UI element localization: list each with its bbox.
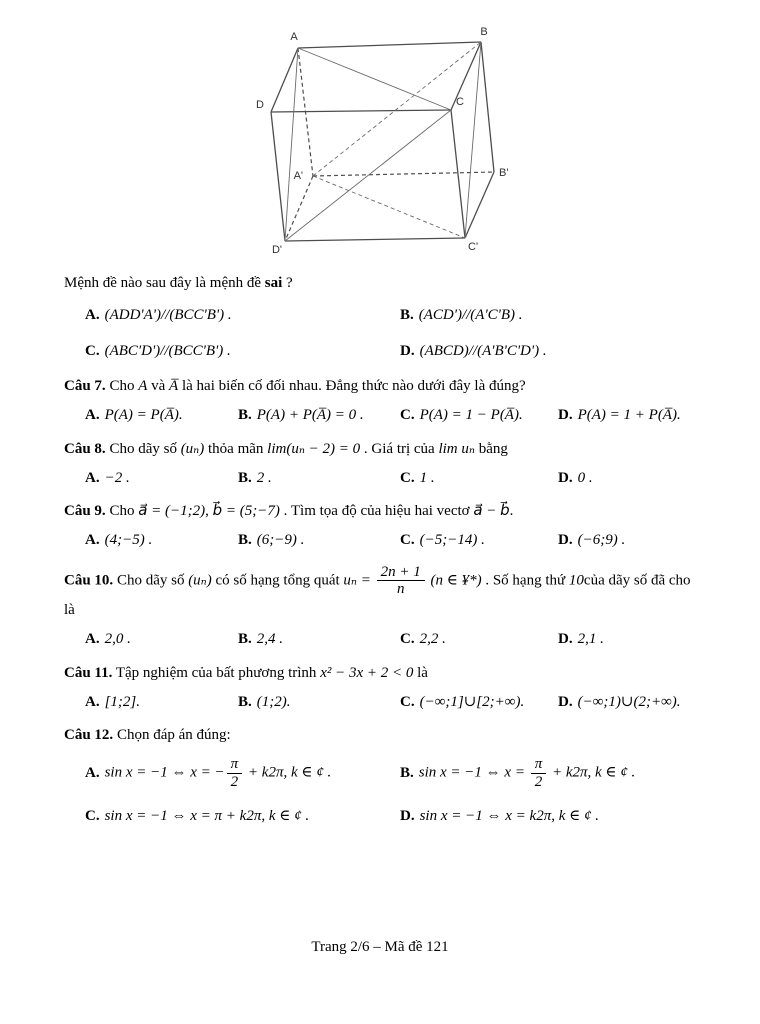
question-label: Câu 12. [64, 727, 114, 744]
option-text: 2,4 . [256, 631, 284, 648]
option-text: P(A) = P(A̅). [104, 407, 183, 424]
option-a [85, 691, 238, 714]
option-b [238, 467, 400, 490]
option-text: 0 . [577, 469, 593, 486]
fraction [531, 756, 547, 791]
vertex-label-a1: A' [293, 170, 303, 182]
option-c [85, 805, 400, 828]
stem-math: a⃗ − b⃗ [473, 503, 510, 519]
option-label: B. [238, 631, 252, 648]
stem-text: Cho [105, 378, 139, 394]
stem-text: Mệnh đề nào sau đây là mệnh đề [64, 275, 265, 292]
stem-text: . Giá trị của [360, 440, 439, 457]
diagonal-a1c1 [313, 176, 465, 238]
question-7 [64, 375, 696, 428]
option-label: B. [238, 693, 252, 710]
stem-text: Cho [105, 503, 139, 519]
option-text: (1;2). [256, 693, 291, 710]
edge-c1d1 [285, 238, 465, 241]
option-d [558, 404, 696, 427]
question-6 [64, 272, 696, 363]
options-row [64, 404, 696, 427]
stem-text: ? [282, 275, 293, 292]
diagonal-ad1 [285, 48, 298, 241]
question-stem [64, 375, 696, 398]
stem-text: bằng [474, 440, 508, 457]
option-a [85, 467, 238, 490]
option-text: 1 . [419, 469, 435, 486]
option-text: 2,2 . [419, 631, 446, 648]
stem-text: . Số hạng thứ [481, 572, 569, 589]
option-b [238, 628, 400, 651]
stem-math: A̅ [169, 378, 179, 394]
stem-math: lim uₙ [438, 440, 475, 457]
stem-text: , [205, 503, 213, 519]
question-label: Câu 11. [64, 664, 113, 681]
stem-text: . Tìm tọa độ của hiệu hai vectơ [279, 503, 474, 519]
vertex-label-b: B [479, 26, 488, 38]
stem-text: Chọn đáp án đúng: [113, 727, 231, 744]
option-b [238, 404, 400, 427]
options-row [64, 467, 696, 490]
option-label: D. [400, 807, 415, 824]
option-b [400, 304, 696, 327]
question-12 [64, 724, 696, 828]
edge-bb1 [481, 42, 494, 172]
question-8 [64, 438, 696, 491]
option-text: (ADD'A')//(BCC'B') . [104, 306, 232, 323]
option-label: A. [85, 693, 100, 710]
stem-math: lim(uₙ − 2) = 0 [267, 440, 361, 457]
option-label: B. [238, 532, 252, 549]
option-d [558, 691, 696, 714]
vertex-label-d: D [255, 99, 264, 111]
option-text: P(A) = 1 − P(A̅). [419, 407, 523, 424]
diagonal-ac [298, 48, 451, 110]
option-label: C. [400, 469, 415, 486]
stem-math: (n ∈ ¥*) [426, 572, 482, 589]
question-stem [64, 438, 696, 461]
option-text: (ABCD)//(A'B'C'D') . [419, 342, 547, 359]
option-label: D. [558, 631, 573, 648]
fraction-numerator: π [227, 756, 243, 774]
option-d [400, 805, 696, 828]
option-b [238, 529, 400, 552]
option-label: C. [400, 693, 415, 710]
option-text: (−∞;1]∪[2;+∞). [419, 693, 525, 710]
question-label: Câu 8. [64, 440, 106, 457]
stem-text: có số hạng tổng quát [211, 572, 344, 589]
option-label: A. [85, 631, 100, 648]
options-row [64, 529, 696, 552]
option-label: D. [558, 693, 573, 710]
stem-text: . [509, 503, 514, 519]
option-d [558, 628, 696, 651]
option-text: sin x = −1 ⇔ x = [418, 765, 529, 782]
option-c [400, 628, 558, 651]
option-label: D. [558, 469, 573, 486]
vertex-label-c: C [455, 96, 464, 108]
option-label: D. [558, 532, 573, 549]
option-c [400, 467, 558, 490]
option-label: A. [85, 407, 100, 424]
option-text: (ACD')//(A'C'B) . [418, 306, 523, 323]
option-a [85, 404, 238, 427]
question-stem [64, 724, 696, 747]
stem-text: và [147, 378, 170, 394]
option-label: A. [85, 765, 100, 782]
stem-math: (uₙ) [180, 440, 205, 457]
vertex-label-c1: C' [467, 241, 478, 253]
edge-a1b1 [313, 172, 494, 176]
option-label: B. [400, 765, 414, 782]
stem-text: Cho dãy số [113, 572, 189, 589]
fraction-denominator: n [396, 581, 405, 598]
page-footer: Trang 2/6 – Mã đề 121 [311, 939, 449, 955]
option-text: sin x = −1 ⇔ x = − [104, 765, 225, 782]
option-label: C. [85, 342, 100, 359]
option-label: C. [85, 807, 100, 824]
fraction-denominator: 2 [534, 774, 543, 791]
question-label: Câu 7. [64, 378, 106, 394]
question-stem [64, 662, 696, 685]
option-label: B. [238, 469, 252, 486]
question-9 [64, 500, 696, 553]
option-c [400, 691, 558, 714]
option-text: −2 . [104, 469, 130, 486]
stem-math: 10 [568, 572, 584, 589]
fraction [377, 564, 425, 599]
option-c [400, 529, 558, 552]
options-row [64, 628, 696, 651]
question-stem [64, 272, 696, 295]
option-label: B. [238, 407, 252, 424]
cuboid-svg [253, 26, 508, 258]
stem-text: của dãy số đã cho là [64, 572, 691, 619]
option-text: (−5;−14) . [419, 532, 485, 549]
stem-text: Cho dãy số [105, 440, 181, 457]
question-11 [64, 662, 696, 715]
option-label: C. [400, 631, 415, 648]
stem-math: (uₙ) [188, 572, 212, 589]
option-text: (6;−9) . [256, 532, 305, 549]
option-text: P(A) = 1 + P(A̅). [577, 407, 681, 424]
stem-math: uₙ = [343, 572, 375, 589]
stem-math: a⃗ = (−1;2) [138, 503, 206, 519]
options-row [64, 691, 696, 714]
edge-a1d1 [285, 176, 313, 241]
option-text: (−6;9) . [577, 532, 626, 549]
option-label: C. [400, 407, 415, 424]
option-label: A. [85, 469, 100, 486]
option-text: 2,1 . [577, 631, 604, 648]
stem-text: thỏa mãn [204, 440, 268, 457]
stem-math: b⃗ = (5;−7) [212, 503, 280, 519]
option-a [85, 628, 238, 651]
option-text: (4;−5) . [104, 532, 153, 549]
edge-ab [298, 42, 481, 48]
question-label: Câu 9. [64, 503, 106, 519]
option-text: + k2π, k ∈ ¢ . [548, 765, 636, 782]
edge-cc1 [451, 110, 465, 238]
option-label: C. [400, 532, 415, 549]
option-b [400, 755, 696, 792]
fraction-numerator: 2n + 1 [377, 564, 425, 582]
vertex-label-a: A [289, 31, 298, 43]
option-a [85, 529, 238, 552]
options-row [64, 755, 696, 828]
option-text: (−∞;1)∪(2;+∞). [577, 693, 681, 710]
stem-bold-word: sai [264, 275, 283, 292]
option-d [558, 467, 696, 490]
cuboid-figure [64, 0, 696, 266]
option-label: D. [400, 342, 415, 359]
option-d [400, 340, 696, 363]
option-text: 2,0 . [104, 631, 131, 648]
option-c [400, 404, 558, 427]
fraction-denominator: 2 [230, 774, 239, 791]
option-label: B. [400, 306, 414, 323]
edge-dd1 [271, 112, 285, 241]
option-text: sin x = −1 ⇔ x = π + k2π, k ∈ ¢ . [104, 807, 310, 824]
fraction-numerator: π [531, 756, 547, 774]
option-text: sin x = −1 ⇔ x = k2π, k ∈ ¢ . [419, 807, 599, 824]
question-10 [64, 563, 696, 652]
stem-math: x² − 3x + 2 < 0 [320, 664, 414, 681]
stem-text: Tập nghiệm của bất phương trình [112, 664, 321, 681]
vertex-label-d1: D' [271, 244, 282, 256]
option-a [85, 304, 400, 327]
option-label: A. [85, 532, 100, 549]
option-text: + k2π, k ∈ ¢ . [244, 765, 332, 782]
vertex-label-b1: B' [498, 167, 508, 179]
option-text: (ABC'D')//(BCC'B') . [104, 342, 231, 359]
option-d [558, 529, 696, 552]
stem-text: là [413, 664, 428, 681]
question-stem [64, 500, 696, 523]
option-a [85, 755, 400, 792]
option-text: [1;2]. [104, 693, 141, 710]
option-text: 2 . [256, 469, 272, 486]
option-c [85, 340, 400, 363]
diagonal-cd1 [285, 110, 451, 241]
option-b [238, 691, 400, 714]
option-label: D. [558, 407, 573, 424]
question-stem [64, 563, 696, 623]
options-row [64, 304, 696, 364]
option-text: P(A) + P(A̅) = 0 . [256, 407, 364, 424]
fraction [227, 756, 243, 791]
option-label: A. [85, 306, 100, 323]
question-label: Câu 10. [64, 572, 114, 589]
stem-text: là hai biến cố đối nhau. Đẳng thức nào dưới đây là đúng? [178, 378, 526, 394]
edge-cd [271, 110, 451, 112]
stem-math: A [138, 378, 148, 394]
